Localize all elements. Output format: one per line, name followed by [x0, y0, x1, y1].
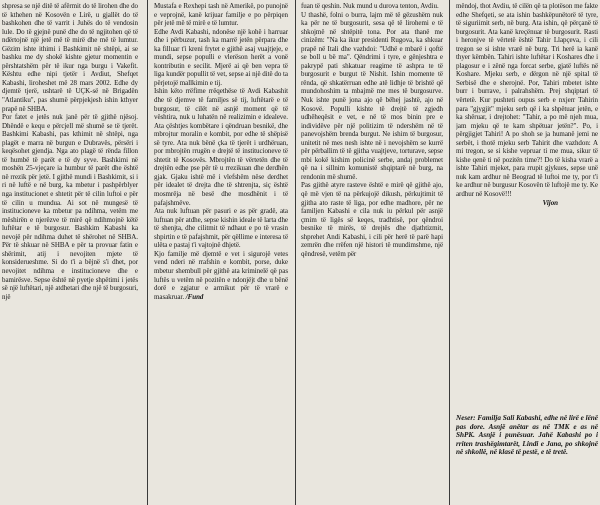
column-divider — [147, 0, 148, 505]
article-column-2 — [154, 2, 288, 503]
paragraph: Edhe Avdi Kabashi, ndonëse një kohë i harruar dhe i përbuzur, tash ka marrë jetën përpara dhe ka filluar t'i kreni frytet e gjithë asaj vuajtjeje, e mundi, sepse populli e vlerëson herët a vonë kontributin e secilit. Mjerë ai që ben vepra të liga kundër popullit të vet, sepse ai një ditë do ta përjetojë mallkimin e tij. — [154, 27, 288, 87]
paragraph: U thashë, folni o burra, lajm më të gëzushëm nuk ka për ne të burgosurit, sesa që të lirohemi e të shkojmë në shtëpitë tona. Por ata thanë me cinizëm: "Na ka ikur presidenti Rugova, ka shkuar prapë në Itali dhe vazhdoi: "Udhë e mbarë i qoftë se boll u bë ma". Qëndrimi i tyre, e gënjeshtra e pakrypë pati shkatuar reagime të ashpra te të burgosurit e burgut të Nishit. Ishin momente të rënda, që shkatërruan edhe atë lidhje të brishtë që mundohoshim ta mbajmë me mes të burgosurve. Nuk ishte punë jona ajo që bëhej jashtë, ajo në Kosovë. Populli kishte të drejtë të zgjedh udhëheqësit e vet, e në të mos binin pre e individëve për një politizim të ndershëm në të panevojshëm brenda burgut. Ne ishim të burgosur, unitetit në mes nesh ishte në i nevojshëm se kurrë për përballim të të gjitha vuajtjeve, torturave, sepse mbi kokë kishim policinë serbe, andaj problemet që na i sillnim komunistë shqiptarë në burg, na rendonin më shumë. — [301, 10, 443, 181]
next-issue-note: Neser: Familja Sali Kabashi, edhe në lirë e lënë pas dore. Asnjë anëtar as në TMK e as në ShPK. Asnjë i punësuar. Jahë Kabashi po i rriten trashëgimtarët, Lindi e Jana, po shkojnë në shkollë, në klasë të pestë, e të tretë. — [456, 414, 598, 457]
paragraph: fuan të qeshin. Nuk mund u durova tenton, Avdiu. — [301, 2, 439, 10]
paragraph: Pas gjithë atyre rasteve është e mirë që gjithë ajo, që më vjen të na përkujojë dikush, përkujtimit të gjitha ato raste të liga, por edhe madhore, për ne familjen Kabashi e cila nuk iu përkul për asnjë çmim të ligës së keqes, tradhtisë, por qëndroi besnike të mirës, të drejtës dhe djathtizmit, shprehet Andi Kabashi, i cili për herë të parë hapi zemrën dhe rrëfen një histori të mundimshme, një qëndresë, vetëm për — [301, 181, 443, 258]
article-column-4 — [456, 2, 598, 407]
continuation-label: Vijon — [542, 198, 558, 207]
paragraph: Ishin këto rrëfime rrëqethëse të Avdi Kabashit dhe të djemve të familjes së tij, luftëtarë e të burgosur, të cilët në asnjë moment që të vështira, nuk u luhatën në realizimin e idealeve. Ata çështjes kombëtare i qëndruan besnikë, dhe mbrojtur moralin e kombit, por edhe të shëpisë së tyre. Ata nuk bënë çka të tjerët i urdhëruan, por mbrojtën rrugën e drejtë të institucioneve të shtetit të Kosovës. Mbrojtën të vërtetën dhe të drejtën edhe pse për të u rrezikuan dhe derdhën gjak. Gjaku ishtë më i vlefshëm nëse derdhet për idealet të drejta dhe të shtrenjta, siç është mosmrëja në besë dhe mosdhënit i të pafajshmëve. — [154, 87, 288, 207]
paragraph: shpresa se një ditë të afërmit do të lirohen dhe do të kthehen në Kosovën e Lirë, u gjallët do të bashkohen dhe të varrit i Juhës do të vendosin lule. Do të gjejnë punë dhe do të ngjitohen që të ndërtojnë një jetë më të mirë dhe më të lumtur. Gëzim ishte ithimi i Bashkimit në shtëpi, ai se bashku me dy shokë kishte gjetur momentin e përshtatshëm për të ikur nga burgu i Vakefit. Kështu edhe nipi tjetër i Avdiut, Shefqet Kabashi, liroheshet më 28 mars 2002. Edhe dy djemtë tjerë, ushtarë të UÇK-së në Brigadën "Atlantiku", pas shumë përpjekjesh ishin kthyer prapë në SHBA. — [2, 2, 138, 113]
paragraph: Por fatet e jetës nuk janë për të gjithë njësoj. Dhëndë e kequ e përcjell më shumë se të tjerët. Bashkimi Kabashi, pas kthimit në shtëpi, nga plagët e marra në burgun e Dubravës, përsëri i keqësohet gjendja. Nga ato plagë të rënda fillon të humbë të parët e të dy syve. Bashkimi në moshën 25-vjeçare ia humbur të parët dhe është në rrezik për jetë. I gjithë mundi i Bashkimit, si i ri në luftë e në burg, ka mbetur i pashpërblyer nga institucionet e shtetit për të cilin luftoi e për të cilin u munduа. Ai sot në mungesë të institucioneve ka mbetur pa ndihma, vetëm me mëshirën e njerëzve të mirë që ndihmojnë këtë luftëtar e të burgosur. Bashkim Kabashi ka nevojë për ndihma duhet të shërohet në SHBA. Për të shkuar në SHBA e për ta provuar fatin e shërimit, atij i nevojiten mjete të konsiderueshme. Si do t'i a bëjnë s'i dhet, por nevojitet ndihma e institucioneve dhe e bamirësve. Sepse është në pyetje shpëtimi i jetës së një luftëtari, një atdhetari dhe një të burgosuri, një — [2, 113, 138, 301]
paragraph: mëndoj, thot Avdiu, të cilën që ta plotëson me fakte edhe Shefqeti, se ata ishin bashkëpunëtorë të tyre, të siguriimit serb, në burg. Ata ishin, që përçanë të burgosurit. Ata kanë kreçënuar të burgosurit. Rasti i heronjve të vërtetë është Tahir Llapçeva, i cili tregon se si ishte vrarë në burg. Tri herë ia kanë thyer këmbën. Tahiri ishte luftëtar i Koshares dhe i plagosur e i zënë nga forcat serbe, gjatë luftës në Koshare. Mjeku serb, e dërgon në një spital të Serbisë dhe e sherojnë. Por, Tahiri mbetet ishte burr i burrave, i palrahshëm. Prej shqiptari të vërtetë. Kur pushteti oupus serb e nxjerr Tahirin para "gjygjit" mjeku serb që i ka shpëtuar jetën, e ka shëruar, i drejtohet: "Tahir, a po më njeh mua, jam mjeku që te kam shpëtuar jetën?". Po, i përgjigjet Tahiri! A po shoh se ja humanë jemi ne serbët, i thotë mjeku serb Tahirit dhe vazhdon: A mi tregon, se si kishe vepruar ti me mua, sikur të kishe qenë ti në pozitën time?! Do të kisha vrarë a ishte Tahiri mjeket, para rrupit gjykues, sepse unë nuk kam ardhur në Beograd të luftoi me ty, por t'i ke ardhur në burgusur Kosovën të luftojë me ty. Ke ardhur në Kosovë!!! — [456, 2, 598, 199]
paragraph-text: Kjo familje më djemtë e vet i sigurojë vetes vend nderi në rrafshin e kombit, porse, duke mbetur shembull për gjithë ata kriminelë që pas luftës u vetëm në pozitën e ndonjëjt dhe u bënë dorë e zgjatur e armikut për të vrarë e masakruar. — [154, 249, 288, 301]
article-column-1 — [2, 2, 138, 503]
column-divider — [295, 0, 296, 505]
end-marker: /Fund — [185, 292, 204, 301]
paragraph — [154, 250, 288, 301]
column-divider — [449, 0, 450, 505]
paragraph: Mustafa e Rexhepi tash në Amerikë, po punojnë e veprojnë, kanë krijuar familje e po përpiqen për jetë më të mirë e të lumtur. — [154, 2, 288, 28]
article-column-3 — [301, 2, 443, 503]
paragraph: Ata nuk luftuan për pasuri e as për gradë, ata luftuan për atdhe, sepse kishin ideale të larta dhe të shenjta, dhe cilitmit të ndhaut e po të vrasin shpirtin e të pafajshmit, për qëllime e interesa të ulëta e pastaj t'i vajtojnë dhjetë. — [154, 207, 288, 250]
